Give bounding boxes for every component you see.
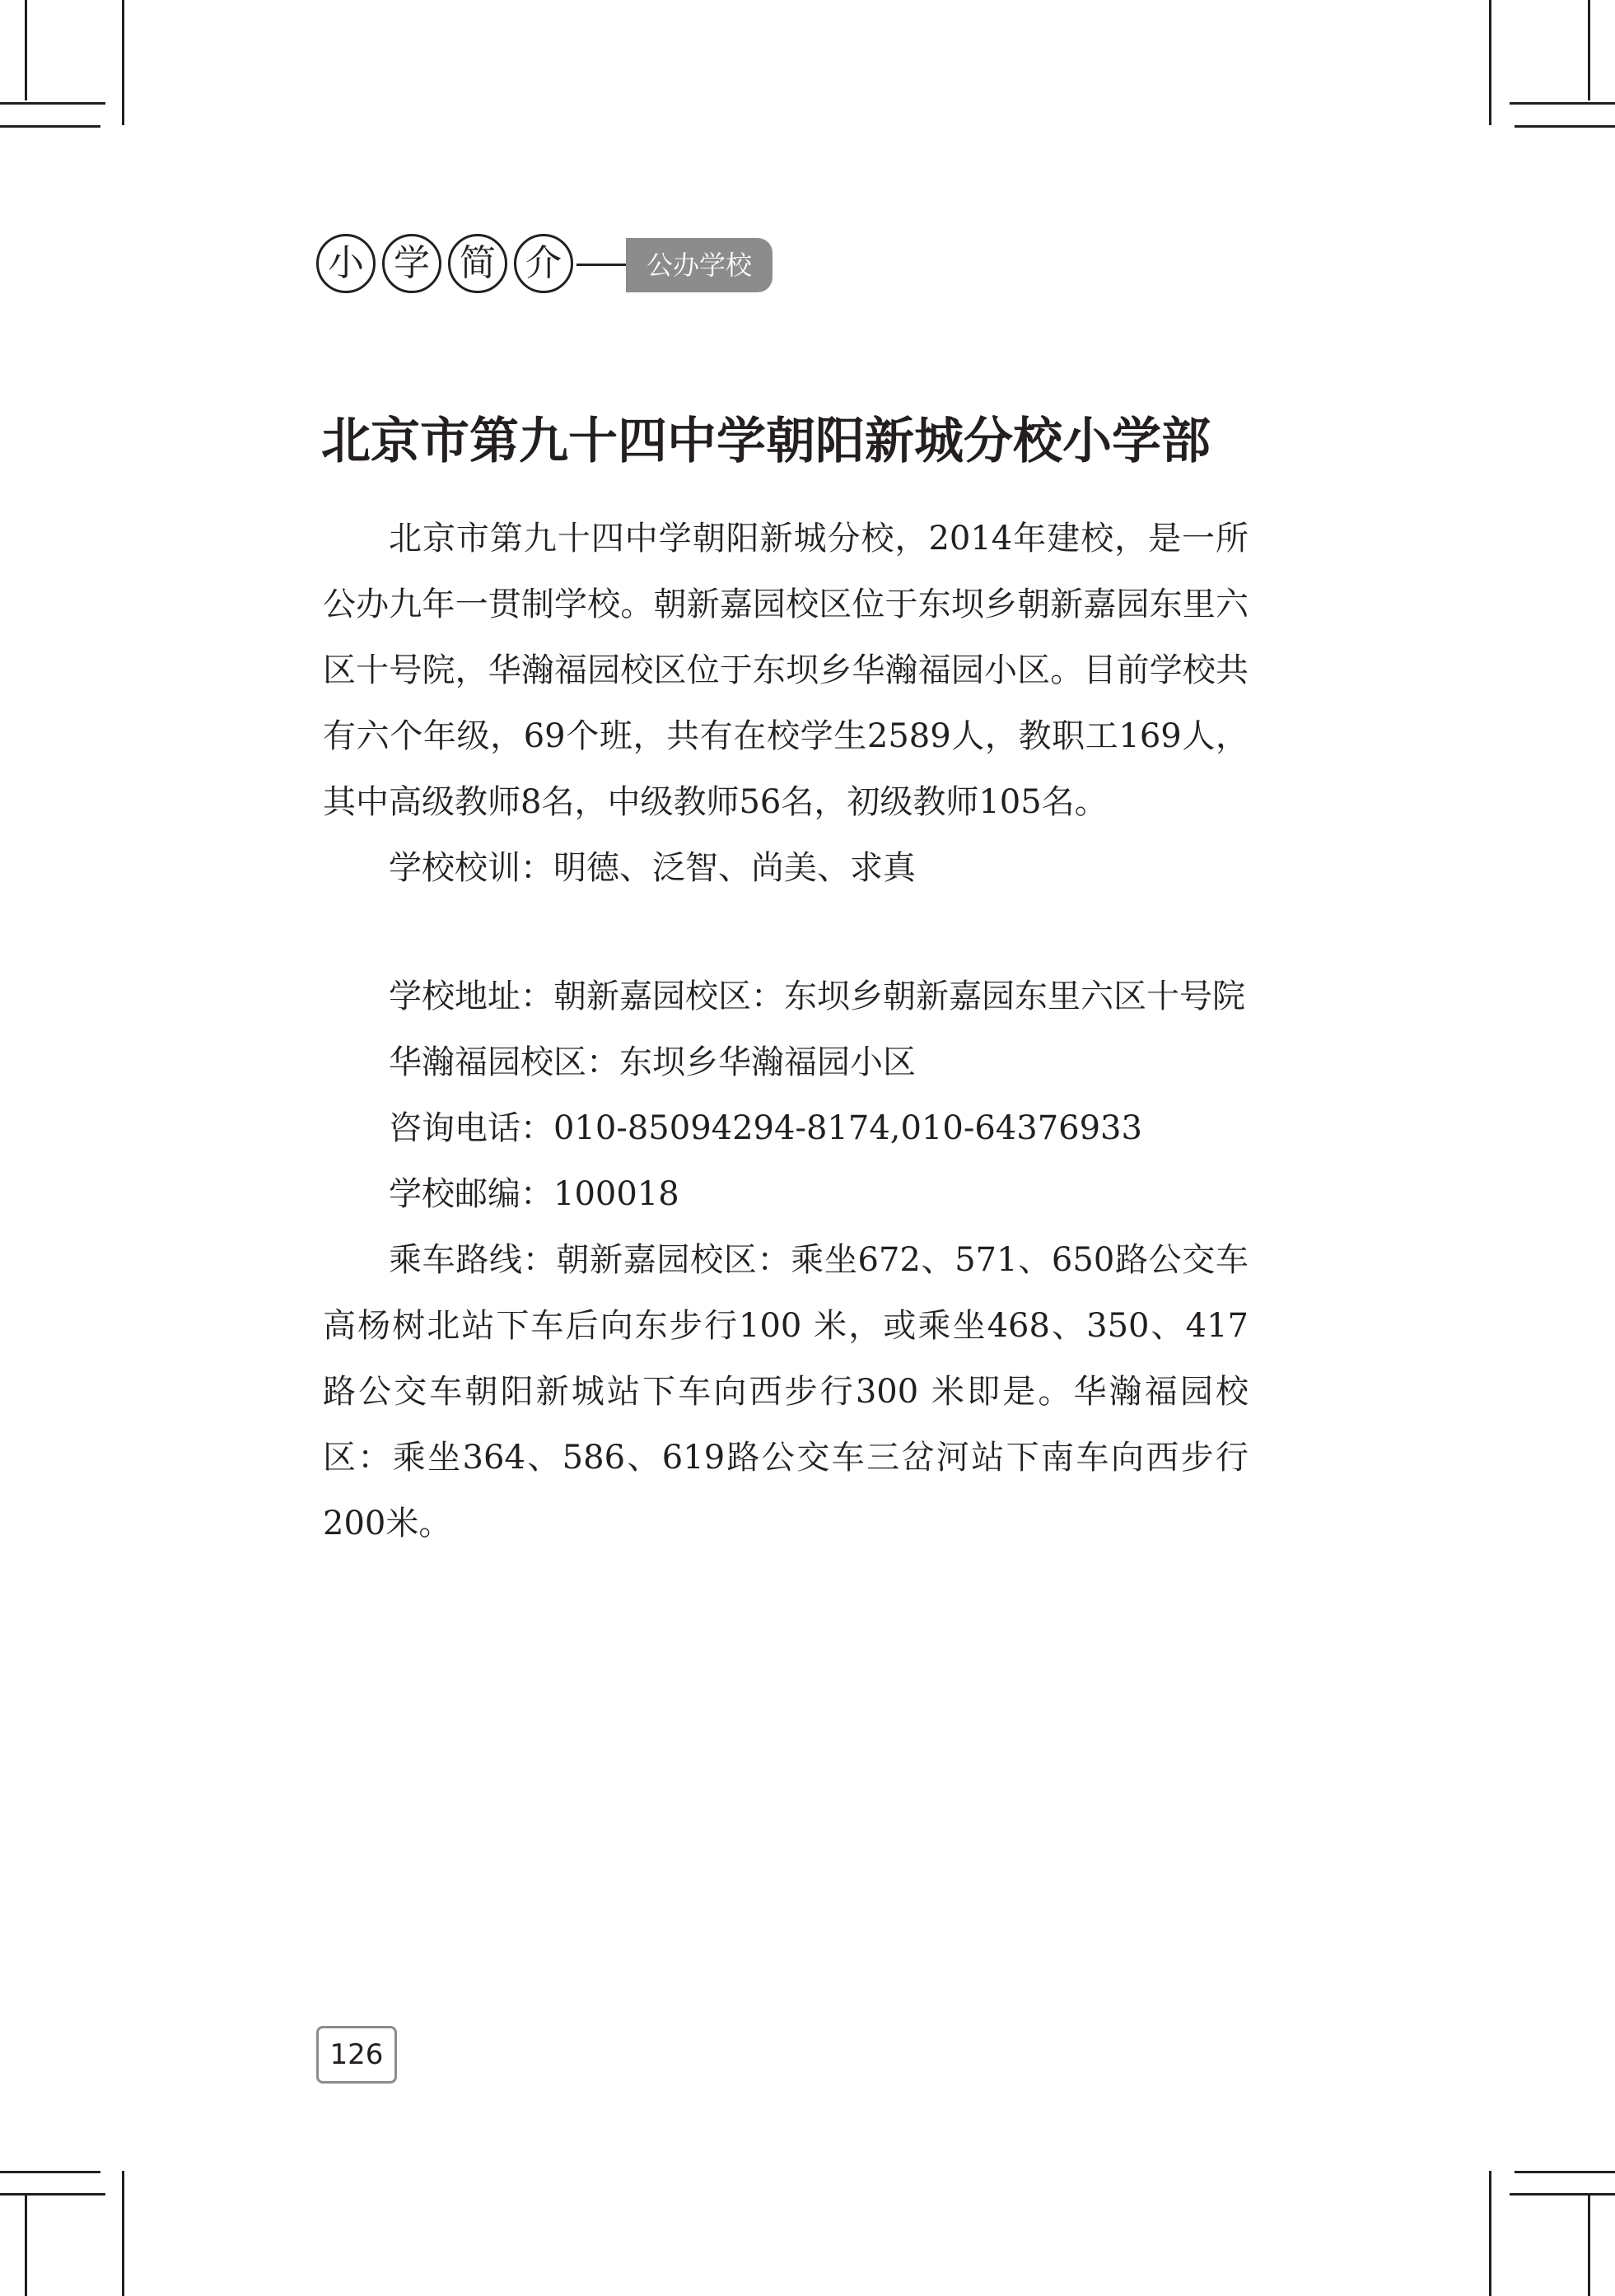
phone-paragraph: 咨询电话：010-85094294-8174,010-64376933	[389, 1109, 1142, 1147]
section-header	[316, 234, 777, 300]
header-char-1: 小	[316, 234, 376, 293]
campus2-paragraph: 华瀚福园校区：东坝乡华瀚福园小区	[389, 1043, 916, 1081]
postcode-paragraph: 学校邮编：100018	[389, 1175, 679, 1213]
spacer	[323, 901, 1249, 964]
category-tag: 公办学校	[626, 238, 772, 292]
page-number: 126	[316, 2026, 397, 2084]
bus-route-paragraph: 乘车路线：朝新嘉园校区：乘坐672、571、650路公交车高杨树北站下车后向东步行100 米，或乘坐468、350、417 路公交车朝阳新城站下车向西步行300 米即是。华瀚福园校区：乘坐364、586、619路公交车三岔河站下南车向西步行200米。	[323, 1241, 1249, 1542]
header-char-3: 简	[448, 234, 507, 293]
motto-paragraph: 学校校训：明德、泛智、尚美、求真	[389, 849, 916, 887]
header-char-4: 介	[514, 234, 573, 293]
address-paragraph: 学校地址：朝新嘉园校区：东坝乡朝新嘉园东里六区十号院	[389, 978, 1245, 1015]
article-body	[323, 506, 1249, 1556]
intro-paragraph: 北京市第九十四中学朝阳新城分校，2014年建校，是一所公办九年一贯制学校。朝新嘉园校区位于东坝乡朝新嘉园东里六区十号院，华瀚福园校区位于东坝乡华瀚福园小区。目前学校共有六个年级，69个班，共有在校学生2589人，教职工169人，其中高级教师8名，中级教师56名，初级教师105名。	[323, 520, 1249, 821]
page-title: 北京市第九十四中学朝阳新城分校小学部	[321, 413, 1211, 470]
header-char-2: 学	[382, 234, 441, 293]
